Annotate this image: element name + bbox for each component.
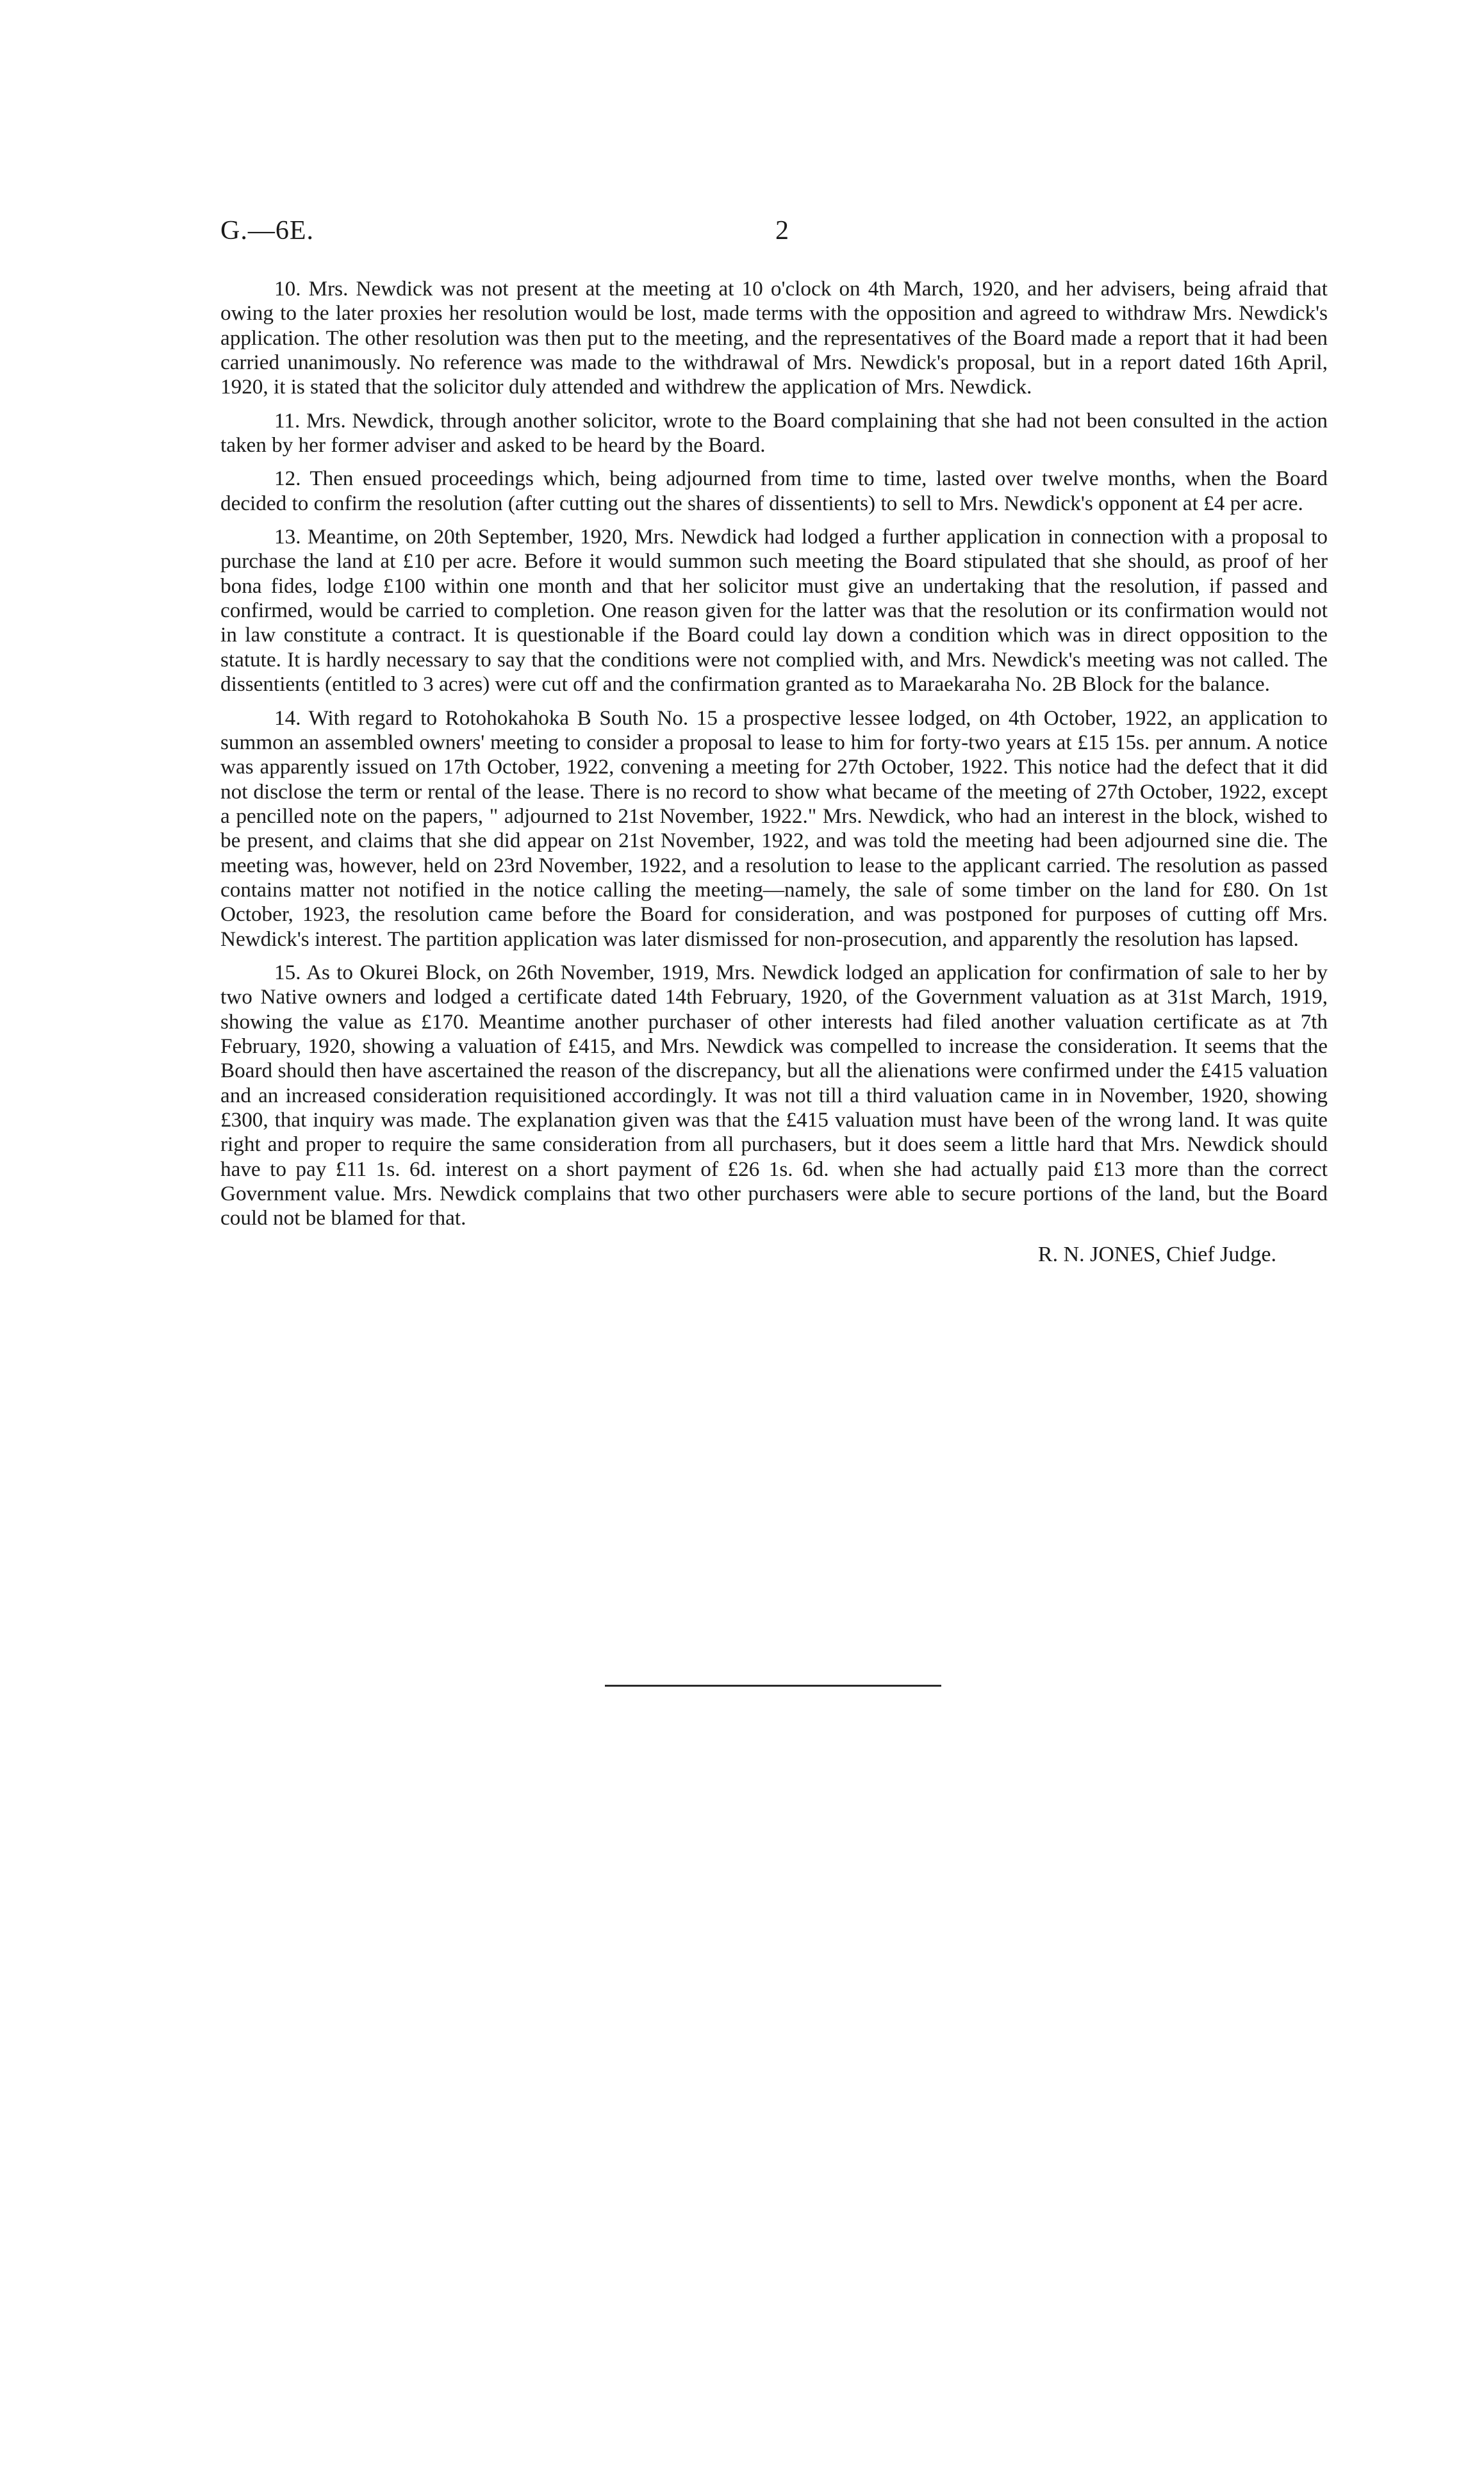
- paragraph-12: 12. Then ensued proceedings which, being adjourned from time to time, lasted over twelve months, when the Board decided to confirm the resolution (after cutting out the shares of dissentients) to sell to Mrs. Newdick's opponent at £4 per acre.: [220, 467, 1328, 515]
- document-reference: G.—6E.: [220, 216, 314, 245]
- paragraph-11: 11. Mrs. Newdick, through another solicitor, wrote to the Board complaining that she had not been consulted in the action taken by her former adviser and asked to be heard by the Board.: [220, 408, 1328, 458]
- signature: R. N. JONES, Chief Judge.: [1037, 1242, 1276, 1266]
- paragraph-14: 14. With regard to Rotohokahoka B South No. 15 a prospective lessee lodged, on 4th October, 1922, an application to summon an assembled owners' meeting to consider a proposal to lease to him for forty-two years at £15 15s. per annum. A notice was apparently issued on 17th October, 1922, convening a meeting for 27th October, 1922. This notice had the defect that it did not disclose the term or rental of the lease. There is no record to show what became of the meeting of 27th October, 1922, except a pencilled note on the papers, " adjourned to 21st November, 1922." Mrs. Newdick, who had an interest in the block, wished to be present, and claims that she did appear on 21st November, 1922, and was told the meeting had been adjourned sine die. The meeting was, however, held on 23rd November, 1922, and a resolution to lease to the applicant carried. The resolution as passed contains matter not notified in the notice calling the meeting—namely, the sale of some timber on the land for £80. On 1st October, 1923, the resolution came before the Board for consideration, and was postponed for purposes of cutting off Mrs. Newdick's interest. The partition application was later dismissed for non-prosecution, and apparently the resolution has lapsed.: [220, 706, 1328, 951]
- page-number: 2: [775, 216, 789, 245]
- paragraph-13: 13. Meantime, on 20th September, 1920, Mrs. Newdick had lodged a further application in connection with a proposal to purchase the land at £10 per acre. Before it would summon such meeting the Board stipulated that she should, as proof of her bona fides, lodge £100 within one month and that her solicitor must give an undertaking that the resolution, if passed and confirmed, would be carried to completion. One reason given for the latter was that the resolution or its confirmation would not in law constitute a contract. It is questionable if the Board could lay down a condition which was in direct opposition to the statute. It is hardly necessary to say that the conditions were not complied with, and Mrs. Newdick's meeting was not called. The dissentients (entitled to 3 acres) were cut off and the confirmation granted as to Maraekaraha No. 2B Block for the balance.: [220, 525, 1328, 697]
- page-header: [220, 215, 797, 254]
- closing-rule: [605, 1685, 941, 1687]
- paragraph-10: 10. Mrs. Newdick was not present at the meeting at 10 o'clock on 4th March, 1920, and her advisers, being afraid that owing to the later proxies her resolution would be lost, made terms with the opposition and agreed to withdraw Mrs. Newdick's application. The other resolution was then put to the meeting, and the representatives of the Board made a report that it had been carried unanimously. No reference was made to the withdrawal of Mrs. Newdick's proposal, but in a report dated 16th April, 1920, it is stated that the solicitor duly attended and withdrew the application of Mrs. Newdick.: [220, 277, 1328, 399]
- document-body: [220, 277, 1328, 1267]
- paragraph-15: 15. As to Okurei Block, on 26th November, 1919, Mrs. Newdick lodged an application for confirmation of sale to her by two Native owners and lodged a certificate dated 14th February, 1920, of the Government valuation as at 31st March, 1919, showing the value as £170. Meantime another purchaser of other interests had filed another valuation certificate as at 7th February, 1920, showing a valuation of £415, and Mrs. Newdick was compelled to increase the consideration. It seems that the Board should then have ascertained the reason of the discrepancy, but all the alienations were confirmed under the £415 valuation and an increased consideration requisitioned accordingly. It was not till a third valuation came in in November, 1920, showing £300, that inquiry was made. The explanation given was that the £415 valuation must have been of the wrong land. It was quite right and proper to require the same consideration from all purchasers, but it does seem a little hard that Mrs. Newdick should have to pay £11 1s. 6d. interest on a short payment of £26 1s. 6d. when she had actually paid £13 more than the correct Government value. Mrs. Newdick complains that two other purchasers were able to secure portions of the land, but the Board could not be blamed for that.: [220, 960, 1328, 1230]
